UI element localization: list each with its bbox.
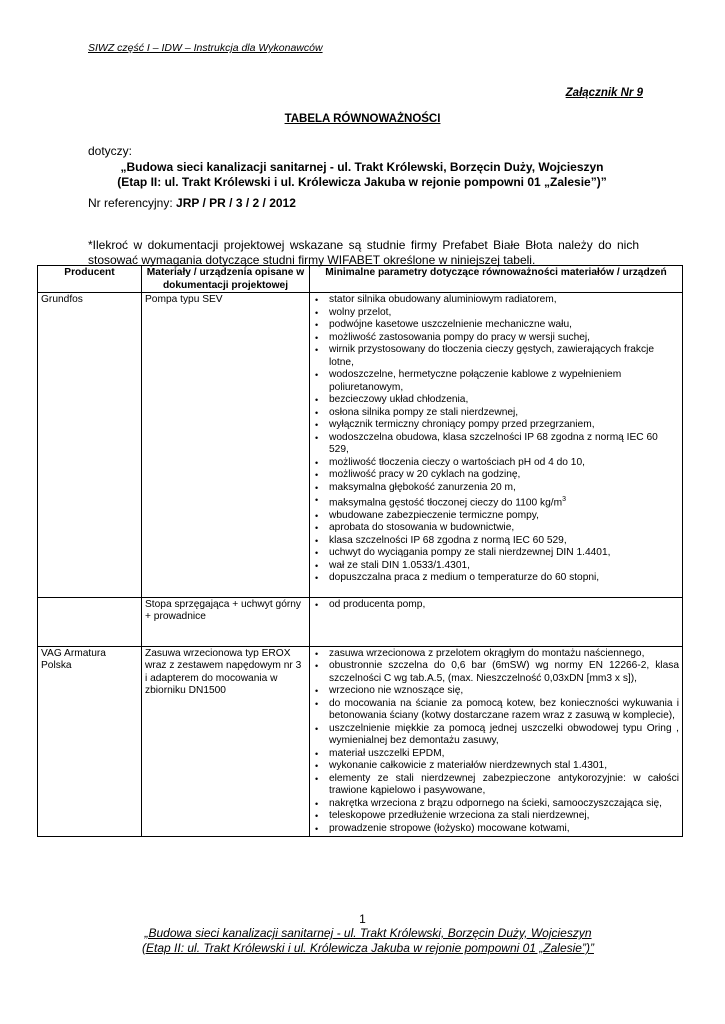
header-parameters: Minimalne parametry dotyczące równoważności materiałów / urządzeń	[310, 266, 683, 293]
list-item: • uszczelnienie miękkie za pomocą jednej uszczelki obwodowej typu Oring , wymienialnej bez demontażu zasuwy,	[313, 723, 679, 748]
params-list	[313, 599, 679, 612]
reference-label: Nr referencyjny:	[88, 196, 173, 210]
list-item: • wrzeciono nie wznoszące się,	[313, 685, 679, 698]
page-number: 1	[359, 912, 366, 926]
list-item: • wodoszczelna obudowa, klasa szczelności IP 68 zgodna z normą IEC 60 529,	[313, 432, 679, 457]
equivalence-table	[37, 265, 683, 837]
reference-value: JRP / PR / 3 / 2 / 2012	[176, 196, 296, 210]
list-item: • osłona silnika pompy ze stali nierdzewnej,	[313, 407, 679, 420]
concerns-label: dotyczy:	[88, 144, 133, 158]
list-item: • możliwość tłoczenia cieczy o wartościach pH od 4 do 10,	[313, 457, 679, 470]
list-item: • podwójne kasetowe uszczelnienie mechaniczne wału,	[313, 319, 679, 332]
list-item: • wykonanie całkowicie z materiałów nierdzewnych stal 1.4301,	[313, 760, 679, 773]
table-header-row	[38, 266, 683, 293]
list-item: • maksymalna głębokość zanurzenia 20 m,	[313, 482, 679, 495]
note-paragraph: *Ilekroć w dokumentacji projektowej wskazane są studnie firmy Prefabet Białe Błota należy do nich stosować wymagania dotyczące studni firmy WIFABET określone w niniejszej tabeli.	[88, 238, 639, 267]
table-row	[38, 597, 683, 646]
params-list	[313, 648, 679, 836]
footer-line1: „Budowa sieci kanalizacji sanitarnej - ul. Trakt Królewski, Borzęcin Duży, Wojcieszyn	[144, 926, 592, 940]
header-materials: Materiały / urządzenia opisane w dokumentacji projektowej	[142, 266, 310, 293]
producer-cell: Grundfos	[38, 293, 142, 598]
table-row	[38, 646, 683, 837]
list-item: • wbudowane zabezpieczenie termiczne pompy,	[313, 510, 679, 523]
producer-cell	[38, 597, 142, 646]
list-item: • od producenta pomp,	[313, 599, 679, 612]
list-item: • aprobata do stosowania w budownictwie,	[313, 522, 679, 535]
list-item: • dopuszczalna praca z medium o temperaturze do 60 stopni,	[313, 572, 679, 585]
list-item: • możliwość zastosowania pompy do pracy w wersji suchej,	[313, 332, 679, 345]
list-item: • obustronnie szczelna do 0,6 bar (6mSW) wg normy EN 12266-2, klasa szczelności C wg tab.A.5, (max. Nieszczelność 0,03xDN [mm3 x s]),	[313, 660, 679, 685]
list-item: • prowadzenie stropowe (łożysko) mocowane kotwami,	[313, 823, 679, 836]
list-item: • możliwość pracy w 20 cyklach na godzinę,	[313, 469, 679, 482]
params-list	[313, 294, 679, 585]
list-item: • wyłącznik termiczny chroniący pompy przed przegrzaniem,	[313, 419, 679, 432]
list-item: • wirnik przystosowany do tłoczenia cieczy gęstych, zawierających frakcje lotne,	[313, 344, 679, 369]
list-item: • wał ze stali DIN 1.0533/1.4301,	[313, 560, 679, 573]
list-item: • uchwyt do wyciągania pompy ze stali nierdzewnej DIN 1.4401,	[313, 547, 679, 560]
params-cell	[310, 293, 683, 598]
list-item: • wolny przelot,	[313, 307, 679, 320]
params-cell	[310, 597, 683, 646]
superscript-3: 3	[562, 496, 567, 503]
list-item: • zasuwa wrzecionowa z przelotem okrągłym do montażu naściennego,	[313, 648, 679, 661]
list-item: • teleskopowe przedłużenie wrzeciona za stali nierdzewnej,	[313, 810, 679, 823]
list-item: • klasa szczelności IP 68 zgodna z normą IEC 60 529,	[313, 535, 679, 548]
annex-label: Załącznik Nr 9	[565, 87, 643, 99]
list-item: • bezcieczowy układ chłodzenia,	[313, 394, 679, 407]
header-producer: Producent	[38, 266, 142, 293]
list-item: • do mocowania na ścianie za pomocą kotew, bez konieczności wykuwania i betonowania ściany (kotwy dostarczane razem wraz z zasuwą w komplecie),	[313, 698, 679, 723]
list-item: • nakrętka wrzeciona z brązu odpornego na ścieki, samooczyszczająca się,	[313, 798, 679, 811]
document-footer	[88, 926, 648, 956]
project-title-line2: (Etap II: ul. Trakt Królewski i ul. Królewicza Jakuba w rejonie pompowni 01 „Zalesie”)”	[117, 175, 607, 189]
list-item	[313, 494, 679, 510]
density-text: maksymalna gęstość tłoczonej cieczy do 1100 kg/m	[329, 497, 563, 509]
list-item: • materiał uszczelki EPDM,	[313, 748, 679, 761]
page-title: TABELA RÓWNOWAŻNOŚCI	[284, 113, 441, 125]
footer-line2: (Etap II: ul. Trakt Królewski i ul. Królewicza Jakuba w rejonie pompowni 01 „Zalesie”)”	[142, 941, 594, 955]
list-item: • stator silnika obudowany aluminiowym radiatorem,	[313, 294, 679, 307]
material-cell: Pompa typu SEV	[142, 293, 310, 598]
project-title	[88, 160, 636, 190]
list-item: • wodoszczelne, hermetyczne połączenie kablowe z wypełnieniem poliuretanowym,	[313, 369, 679, 394]
list-item: • elementy ze stali nierdzewnej zabezpieczone antykorozyjnie: w całości trawione kąpielowo i pasywowane,	[313, 773, 679, 798]
material-cell: Stopa sprzęgająca + uchwyt górny + prowadnice	[142, 597, 310, 646]
producer-cell: VAG Armatura Polska	[38, 646, 142, 837]
project-title-line1: „Budowa sieci kanalizacji sanitarnej - ul. Trakt Królewski, Borzęcin Duży, Wojcieszyn	[120, 160, 604, 174]
reference-number	[88, 196, 296, 210]
table-row	[38, 293, 683, 598]
params-cell	[310, 646, 683, 837]
document-header: SIWZ część I – IDW – Instrukcja dla Wykonawców	[88, 42, 323, 54]
material-cell: Zasuwa wrzecionowa typ EROX wraz z zestawem napędowym nr 3 i adapterem do mocowania w zbiorniku DN1500	[142, 646, 310, 837]
